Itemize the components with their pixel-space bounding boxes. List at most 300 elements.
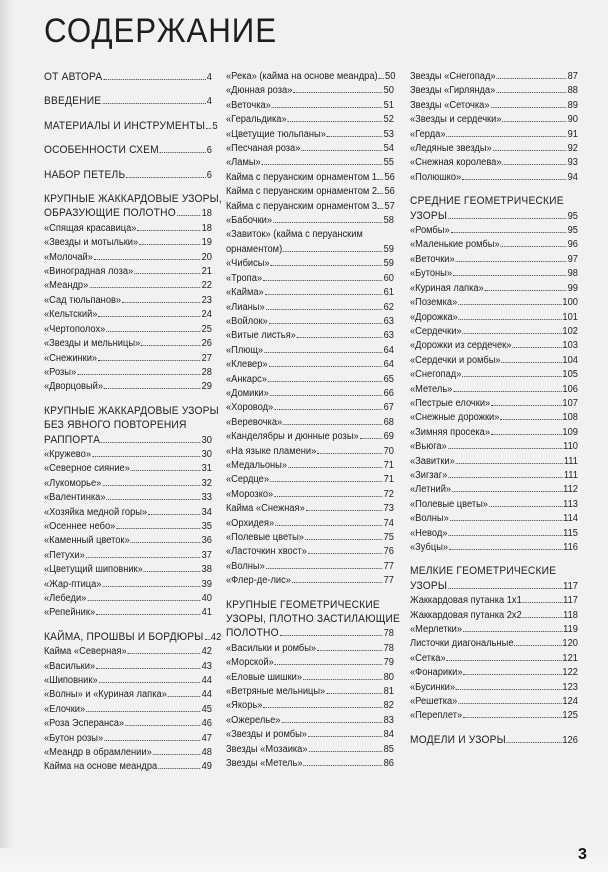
toc-page-number: 29 [201, 381, 212, 393]
toc-entry [410, 512, 578, 526]
toc-entry-title: Листочки диагональные [410, 638, 514, 650]
toc-entry-title: «Петухи» [44, 549, 85, 561]
toc-entry [226, 142, 394, 156]
toc-entry-title: «Морозко» [226, 488, 274, 500]
toc-dot-leader [283, 251, 383, 252]
toc-page-number: 107 [562, 397, 578, 409]
toc-entry [226, 128, 394, 142]
toc-entry-title: «Дворцовый» [44, 381, 104, 393]
toc-entry [226, 656, 394, 670]
toc-entry [44, 563, 212, 577]
toc-page-number: 56 [384, 186, 395, 198]
page-number: 3 [578, 846, 587, 863]
toc-page-number: 28 [201, 366, 212, 378]
toc-page-number: 122 [562, 667, 578, 679]
toc-entry-title: «Кайма» [226, 287, 264, 299]
toc-dot-leader [274, 409, 383, 410]
toc-entry-title: «Виноградная лоза» [44, 266, 134, 278]
toc-section-heading [226, 598, 394, 612]
toc-dot-leader [77, 374, 201, 375]
toc-dot-leader [102, 586, 200, 587]
toc-entry-title: «Дорожки из сердечек» [410, 340, 512, 352]
toc-entry-title: «Сердечки и ромбы» [410, 354, 501, 366]
toc-page-number: 111 [563, 469, 578, 481]
toc-entry [410, 541, 578, 555]
toc-entry-title: «Ожерелье» [226, 714, 281, 726]
toc-page-number: 72 [383, 488, 394, 500]
toc-section-heading [44, 206, 212, 221]
toc-spacer [44, 159, 212, 168]
toc-entry-title: «Куриная лапка» [410, 282, 484, 294]
toc-entry-title: МАТЕРИАЛЫ И ИНСТРУМЕНТЫ [44, 119, 206, 132]
toc-dot-leader [501, 246, 567, 247]
toc-dot-leader [270, 395, 383, 396]
toc-page-number: 18 [201, 222, 212, 234]
toc-entry-title: «Мерлетки» [410, 624, 463, 636]
toc-page-number: 51 [383, 99, 394, 111]
toc-page-number: 78 [383, 642, 394, 654]
toc-entry-title: МЕЛКИЕ ГЕОМЕТРИЧЕСКИЕ [410, 565, 557, 578]
toc-page-number: 121 [562, 652, 578, 664]
toc-dot-leader [280, 635, 383, 636]
toc-page-number: 18 [201, 208, 212, 220]
toc-page-number: 114 [563, 513, 578, 525]
toc-page-number: 34 [201, 506, 212, 518]
toc-dot-leader [456, 463, 563, 464]
toc-entry [410, 681, 578, 695]
toc-entry-title: «Снежинки» [44, 352, 98, 364]
toc-page-number: 108 [562, 412, 578, 424]
toc-entry [44, 380, 212, 394]
toc-entry [44, 674, 212, 688]
toc-entry-title: «Цветущие тюльпаны» [226, 128, 326, 140]
toc-dot-leader [458, 703, 561, 704]
toc-dot-leader [160, 152, 206, 153]
toc-entry [226, 685, 394, 699]
toc-entry-title: «Хозяйка медной горы» [44, 506, 148, 518]
toc-entry [44, 606, 212, 620]
toc-entry-title: МОДЕЛИ И УЗОРЫ [410, 733, 506, 746]
toc-entry [44, 578, 212, 592]
toc-dot-leader [126, 177, 206, 178]
toc-dot-leader [449, 549, 562, 550]
toc-dot-leader [496, 92, 566, 93]
toc-dot-leader [206, 128, 212, 129]
toc-page-number: 76 [383, 546, 394, 558]
toc-entry [44, 251, 212, 265]
toc-page-number: 30 [201, 448, 212, 460]
toc-dot-leader [378, 208, 384, 209]
toc-page-number: 73 [383, 503, 394, 515]
toc-page-number: 39 [201, 578, 212, 590]
toc-dot-leader [144, 571, 201, 572]
toc-entry [226, 286, 394, 300]
toc-page-number: 74 [383, 517, 394, 529]
toc-page-number: 98 [567, 268, 578, 280]
toc-dot-leader [288, 467, 383, 468]
toc-entry [226, 714, 394, 728]
toc-entry-title: «Звезды и сердечки» [410, 114, 502, 126]
toc-entry-title: «Меандр в обрамлении» [44, 747, 152, 759]
toc-entry-title: «Звезды и мельницы» [44, 338, 141, 350]
toc-dot-leader [456, 261, 567, 262]
toc-entry [44, 534, 212, 548]
toc-entry [226, 531, 394, 545]
toc-entry [44, 520, 212, 534]
toc-section-heading [410, 209, 578, 224]
toc-entry [410, 652, 578, 666]
toc-dot-leader [446, 136, 566, 137]
toc-dot-leader [303, 765, 382, 766]
toc-entry [226, 387, 394, 401]
toc-entry-title: «Дорожка» [410, 311, 458, 323]
toc-dot-leader [523, 602, 563, 603]
toc-dot-leader [141, 345, 201, 346]
toc-dot-leader [103, 79, 206, 80]
toc-entry-title: Кайма с перуанским орнаментом 2 [226, 186, 378, 198]
toc-entry [44, 294, 212, 308]
toc-page-number: 93 [567, 157, 578, 169]
toc-entry [410, 368, 578, 382]
toc-page-number: 70 [383, 445, 394, 457]
toc-entry [410, 455, 578, 469]
toc-entry [226, 574, 394, 588]
toc-dot-leader [266, 568, 383, 569]
toc-section-heading [410, 194, 578, 208]
toc-entry-title: УЗОРЫ [410, 209, 448, 222]
toc-entry [44, 323, 212, 337]
toc-entry-title: КРУПНЫЕ ЖАККАРДОВЫЕ УЗОРЫ [44, 404, 219, 417]
toc-section-heading [44, 94, 212, 109]
toc-dot-leader [523, 617, 563, 618]
toc-page-number: 115 [563, 527, 578, 539]
toc-dot-leader [462, 376, 561, 377]
toc-page-number: 111 [563, 455, 578, 467]
toc-page-number: 27 [201, 352, 212, 364]
toc-entry-title: «Снегопад» [410, 369, 462, 381]
toc-dot-leader [86, 711, 201, 712]
toc-entry [226, 699, 394, 713]
toc-entry-title: «Плющ» [226, 344, 264, 356]
toc-entry [226, 70, 394, 84]
toc-entry [226, 257, 394, 271]
toc-dot-leader [463, 333, 562, 334]
toc-entry-title: «Репейник» [44, 607, 96, 619]
toc-page-number: 69 [383, 431, 394, 443]
toc-entry-title: «Волны» [410, 513, 449, 525]
toc-entry-title: УЗОРЫ [410, 579, 448, 592]
toc-spacer [410, 724, 578, 733]
toc-section-heading [44, 119, 218, 134]
toc-page-number: 30 [201, 434, 212, 446]
toc-dot-leader [502, 121, 566, 122]
toc-dot-leader [125, 725, 201, 726]
toc-entry [44, 592, 212, 606]
toc-entry [226, 445, 394, 459]
toc-page-number: 105 [562, 369, 578, 381]
toc-entry-title: «Ледяные звезды» [410, 143, 492, 155]
toc-dot-leader [131, 470, 201, 471]
toc-entry-title: «На языке пламени» [226, 445, 317, 457]
toc-dot-leader [463, 631, 562, 632]
toc-dot-leader [507, 742, 562, 743]
toc-entry [226, 459, 394, 473]
toc-entry-title: «Чибисы» [226, 258, 270, 270]
toc-entry-title: НАБОР ПЕТЕЛЬ [44, 168, 126, 181]
toc-entry [410, 440, 578, 454]
toc-entry-title: «Розы» [44, 366, 77, 378]
toc-dot-leader [448, 477, 563, 478]
toc-page-number: 110 [563, 441, 578, 453]
toc-page-number: 26 [201, 338, 212, 350]
toc-page-number: 68 [383, 416, 394, 428]
toc-entry [44, 462, 212, 476]
toc-page-number: 116 [563, 542, 578, 553]
toc-entry-title: КРУПНЫЕ ЖАККАРДОВЫЕ УЗОРЫ, [44, 193, 222, 206]
toc-entry-title: «Медальоны» [226, 459, 288, 471]
toc-page-number: 63 [383, 315, 394, 327]
toc-entry [226, 315, 394, 329]
toc-dot-leader [168, 696, 201, 697]
toc-entry-title: «Бутон розы» [44, 732, 104, 744]
toc-entry-title: «Песчаная роза» [226, 143, 301, 155]
toc-page-number: 81 [383, 686, 394, 698]
toc-entry-title: «Веточки» [410, 253, 455, 265]
toc-entry-title: «Якорь» [226, 700, 263, 712]
toc-dot-leader [303, 679, 383, 680]
toc-dot-leader [379, 78, 385, 79]
toc-page-number: 106 [562, 383, 578, 395]
toc-entry-title: «Завитки» [410, 455, 455, 467]
toc-dot-leader [101, 442, 201, 443]
toc-entry [410, 483, 578, 497]
toc-entry [44, 308, 212, 322]
toc-page-number: 63 [383, 330, 394, 342]
toc-page-number: 124 [562, 696, 578, 708]
toc-entry [226, 99, 394, 113]
toc-spacer [410, 185, 578, 194]
toc-entry [44, 265, 212, 279]
toc-page-number: 23 [201, 294, 212, 306]
toc-dot-leader [268, 381, 383, 382]
toc-dot-leader [89, 287, 200, 288]
toc-page-number: 125 [562, 710, 578, 722]
toc-entry [410, 527, 578, 541]
toc-section-heading [226, 626, 394, 641]
toc-entry-title: «Ветряные мельницы» [226, 686, 326, 698]
toc-page-number: 101 [562, 311, 578, 323]
toc-dot-leader [451, 232, 567, 233]
toc-entry-title: ВВЕДЕНИЕ [44, 95, 102, 108]
toc-page-number: 50 [383, 85, 394, 97]
toc-spacer [44, 183, 212, 192]
toc-dot-leader [273, 222, 383, 223]
toc-dot-leader [87, 600, 200, 601]
toc-dot-leader [148, 514, 201, 515]
toc-dot-leader [308, 751, 382, 752]
toc-entry [226, 373, 394, 387]
toc-entry-title: «Ромбы» [410, 225, 450, 237]
toc-dot-leader [274, 496, 383, 497]
toc-dot-leader [305, 539, 383, 540]
toc-entry [44, 352, 212, 366]
toc-dot-leader [270, 481, 383, 482]
toc-dot-leader [378, 179, 384, 180]
toc-entry [226, 416, 394, 430]
toc-entry-title: «Хоровод» [226, 402, 274, 414]
toc-entry-title: «Спящая красавица» [44, 222, 137, 234]
toc-dot-leader [297, 337, 383, 338]
toc-entry-title: ПОЛОТНО [226, 627, 279, 640]
toc-entry-title: «Сетка» [410, 652, 446, 664]
toc-entry [44, 703, 212, 717]
toc-dot-leader [288, 121, 383, 122]
toc-page-number: 40 [201, 593, 212, 604]
toc-entry-title: Звезды «Мозаика» [226, 743, 308, 755]
toc-entry [44, 732, 212, 746]
toc-page-number: 90 [567, 114, 578, 126]
toc-entry [226, 560, 394, 574]
toc-page-number: 94 [567, 171, 578, 183]
toc-entry-title: «Домики» [226, 387, 269, 399]
toc-entry [226, 329, 394, 343]
toc-page-number: 77 [383, 560, 394, 572]
toc-page-number: 33 [201, 492, 212, 504]
toc-entry [226, 84, 394, 98]
toc-entry-title: «Молочай» [44, 251, 93, 263]
toc-dot-leader [122, 302, 201, 303]
toc-page-number: 104 [562, 354, 578, 366]
toc-dot-leader [158, 768, 201, 769]
toc-dot-leader [281, 722, 382, 723]
toc-entry [410, 113, 578, 127]
toc-column-3 [410, 70, 578, 748]
toc-entry [226, 214, 394, 228]
toc-dot-leader [264, 352, 383, 353]
toc-page-number: 62 [383, 301, 394, 313]
toc-page-number: 25 [201, 323, 212, 335]
toc-dot-leader [360, 438, 383, 439]
toc-page-number: 77 [383, 575, 394, 587]
toc-page-number: 100 [562, 297, 578, 309]
toc-entry [44, 645, 212, 659]
toc-dot-leader [204, 639, 210, 640]
toc-page-number: 123 [562, 681, 578, 693]
toc-dot-leader [262, 164, 383, 165]
toc-page-number: 95 [567, 210, 578, 222]
toc-page-number: 60 [383, 272, 394, 284]
toc-dot-leader [263, 280, 383, 281]
toc-page-number: 117 [563, 580, 578, 592]
toc-dot-leader [275, 525, 383, 526]
toc-page-number: 53 [383, 128, 394, 140]
toc-entry [226, 171, 394, 185]
toc-entry [410, 594, 578, 608]
toc-entry-title: Кайма с перуанским орнаментом 3 [226, 200, 378, 212]
toc-dot-leader [96, 614, 201, 615]
toc-page-number: 5 [212, 120, 218, 132]
toc-entry [410, 156, 578, 170]
toc-entry-title: ОСОБЕННОСТИ СХЕМ [44, 144, 159, 157]
toc-page-number: 46 [201, 718, 212, 730]
toc-section-heading [44, 404, 219, 418]
toc-entry [44, 477, 212, 491]
toc-entry-title: Звезды «Сеточка» [410, 99, 490, 111]
toc-entry-title: «Цветущий шиповник» [44, 564, 143, 576]
toc-entry-title: «Васильки и ромбы» [226, 642, 317, 654]
toc-dot-leader [502, 164, 566, 165]
toc-page-number: 45 [201, 703, 212, 715]
toc-entry [226, 272, 394, 286]
toc-entry-title: «Кельтский» [44, 309, 98, 321]
toc-entry-title: БЕЗ ЯВНОГО ПОВТОРЕНИЯ [44, 419, 187, 432]
toc-dot-leader [491, 405, 561, 406]
toc-page-number: 31 [201, 463, 212, 475]
toc-page-number: 59 [383, 243, 394, 255]
toc-dot-leader [272, 107, 383, 108]
toc-page-number: 37 [201, 549, 212, 561]
toc-dot-leader [447, 660, 562, 661]
toc-dot-leader [263, 707, 382, 708]
toc-entry-title: УЗОРЫ, ПЛОТНО ЗАСТИЛАЮЩИЕ [226, 613, 401, 626]
toc-dot-leader [98, 316, 200, 317]
toc-dot-leader [134, 273, 201, 274]
toc-entry [410, 695, 578, 709]
toc-entry [44, 660, 212, 674]
toc-dot-leader [317, 453, 382, 454]
bleed-through-text [278, 16, 578, 56]
toc-dot-leader [306, 510, 383, 511]
toc-page-number: 118 [563, 609, 578, 621]
toc-entry-title: «Дюнная роза» [226, 85, 293, 97]
toc-entry-title: «Бабочки» [226, 215, 273, 227]
toc-page-number: 42 [201, 646, 212, 658]
toc-entry-title: «Лианы» [226, 301, 265, 313]
toc-entry-title: «Сад тюльпанов» [44, 294, 122, 306]
toc-page-number: 96 [567, 239, 578, 251]
toc-dot-leader [271, 265, 383, 266]
toc-dot-leader [102, 103, 206, 104]
toc-entry-title: «Веточка» [226, 99, 271, 111]
toc-entry [410, 171, 578, 185]
toc-entry [410, 426, 578, 440]
page-edge-shadow [0, 0, 14, 872]
toc-page-number: 55 [383, 157, 394, 169]
toc-entry-title: Кайма на основе меандра [44, 761, 158, 773]
toc-entry-title: «Герда» [410, 128, 446, 140]
toc-entry-title: Звезды «Гирлянда» [410, 85, 496, 97]
toc-page-number: 22 [201, 280, 212, 292]
toc-entry [410, 709, 578, 723]
toc-entry-title: «Геральдика» [226, 114, 287, 126]
toc-entry [226, 301, 394, 315]
toc-entry-title: «Лебеди» [44, 593, 87, 604]
toc-dot-leader [456, 689, 562, 690]
toc-page-number: 61 [383, 287, 394, 299]
toc-entry [410, 397, 578, 411]
toc-entry-title: «Полевые цветы» [410, 498, 488, 510]
toc-entry-title: орнаментом) [226, 243, 283, 255]
toc-entry [226, 502, 394, 516]
toc-entry [410, 666, 578, 680]
toc-entry-title: «Шиповник» [44, 675, 98, 687]
toc-entry-title: «Зигзаг» [410, 469, 448, 481]
toc-section-heading [410, 579, 578, 594]
toc-entry [226, 228, 394, 242]
toc-entry-title: КАЙМА, ПРОШВЫ И БОРДЮРЫ [44, 630, 204, 643]
toc-entry-title: «Жар-птица» [44, 578, 102, 590]
toc-entry [44, 236, 212, 250]
